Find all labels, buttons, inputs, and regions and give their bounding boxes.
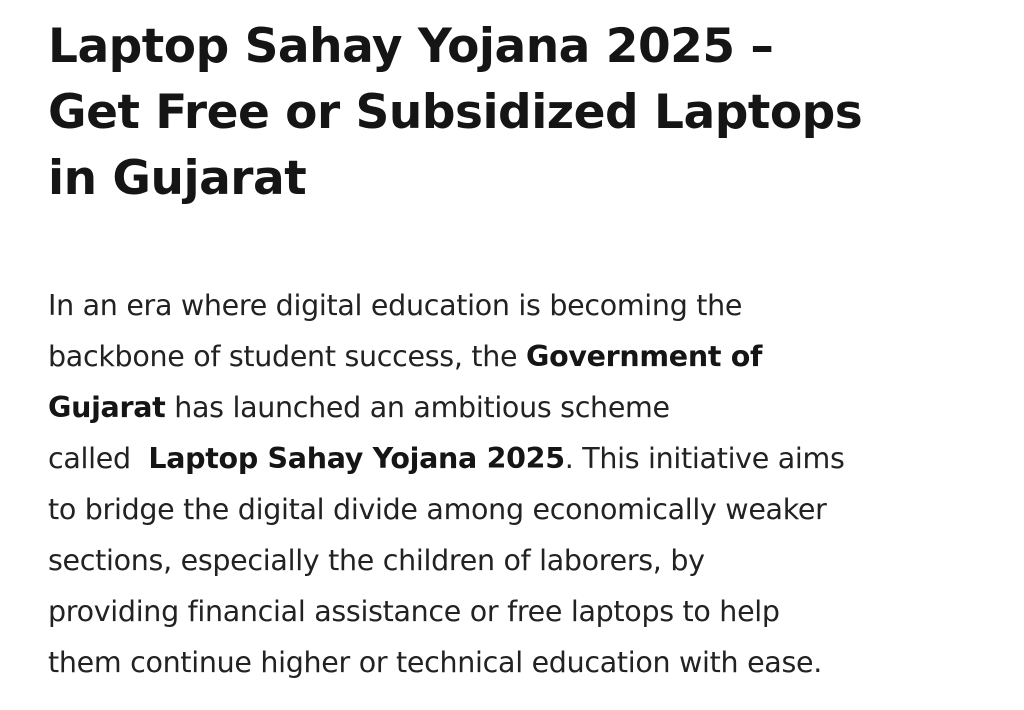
paragraph-line — [48, 382, 845, 433]
title-line: Laptop Sahay Yojana 2025 – — [48, 19, 774, 74]
bold-text-government: Government of — [525, 340, 763, 373]
text-run: . This initiative aims — [564, 442, 845, 475]
text-run: has launched an ambitious scheme — [165, 391, 670, 424]
paragraph-line: to bridge the digital divide among economically weaker — [48, 493, 827, 526]
paragraph-line: them continue higher or technical education with ease. — [48, 646, 823, 679]
intro-paragraph — [48, 280, 845, 688]
paragraph-line: providing financial assistance or free laptops to help — [48, 595, 780, 628]
bold-text-scheme-name: Laptop Sahay Yojana 2025 — [148, 442, 565, 475]
paragraph-line — [48, 331, 845, 382]
article-title — [48, 14, 988, 212]
title-line: Get Free or Subsidized Laptops — [48, 85, 863, 140]
text-run: called — [48, 442, 149, 475]
paragraph-line: In an era where digital education is becoming the — [48, 289, 743, 322]
text-run: backbone of student success, the — [48, 340, 526, 373]
title-line: in Gujarat — [48, 151, 307, 206]
article — [48, 14, 988, 679]
bold-text-gujarat: Gujarat — [48, 391, 166, 424]
paragraph-line: sections, especially the children of laborers, by — [48, 544, 705, 577]
paragraph-line — [48, 433, 845, 484]
